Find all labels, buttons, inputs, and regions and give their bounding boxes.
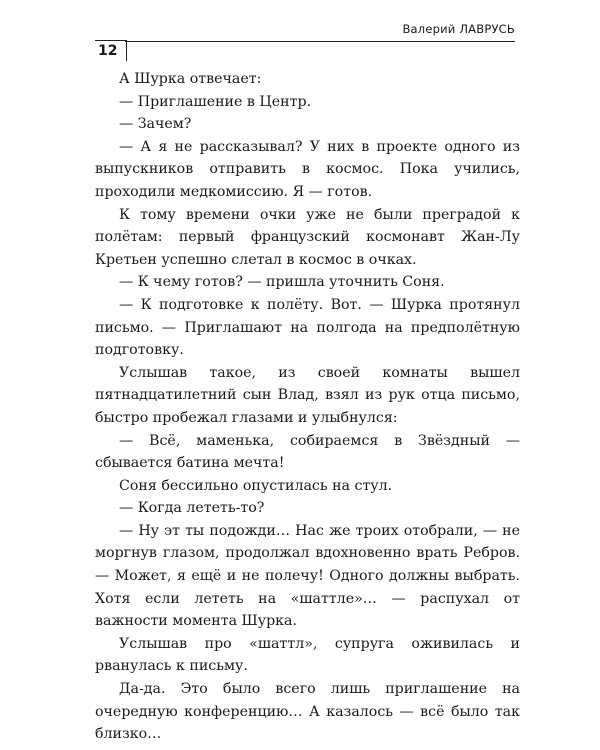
paragraph: — Приглашение в Центр. [119, 93, 312, 110]
running-header [95, 22, 515, 60]
paragraph: Соня бессильно опустилась на стул. [119, 477, 393, 494]
paragraph: — Всё, маменька, собираемся в Звёздный — сбывается батина мечта! [95, 432, 520, 472]
paragraph: К тому времени очки уже не были преградой к полётам: первый французский космонавт Жан-Лу Кретьен успешно слетал в космос в очках. [95, 206, 520, 268]
paragraph: — К чему готов? — пришла уточнить Соня. [119, 274, 445, 291]
paragraph: — К подготовке к полёту. Вот. — Шурка протянул письмо. — Приглашают на полгода на предполётную подготовку. [95, 296, 520, 359]
paragraph: — Зачем? [119, 116, 192, 133]
paragraph: — Ну эт ты подожди… Нас же троих отобрали, — не моргнув глазом, продолжал вдохновенно врать Ребров. — Может, я ещё и не полечу! Одного должны выбрать. Хотя если лететь на «шаттле»… — распухал от важности момента Шурка. [95, 522, 520, 630]
paragraph: — А я не рассказывал? У них в проекте одного из выпускников отправить в космос. Пока учились, проходили медкомиссию. Я — готов. [95, 138, 520, 200]
paragraph: — Когда лететь-то? [119, 500, 265, 517]
header-rule [125, 41, 515, 42]
paragraph: Услышав про «шаттл», супруга оживилась и рванулась к письму. [95, 635, 520, 675]
header-author: Валерий ЛАВРУСЬ [402, 22, 515, 36]
body-text [95, 68, 520, 746]
paragraph: Да-да. Это было всего лишь приглашение на очередную конференцию… А казалось — всё было так близко… [95, 681, 520, 743]
paragraph: А Шурка отвечает: [119, 71, 262, 87]
paragraph: Услышав такое, из своей комнаты вышел пятнадцатилетний сын Влад, взял из рук отца письмо, быстро пробежал глазами и улыбнулся: [95, 364, 520, 426]
page-number: 12 [95, 40, 127, 61]
